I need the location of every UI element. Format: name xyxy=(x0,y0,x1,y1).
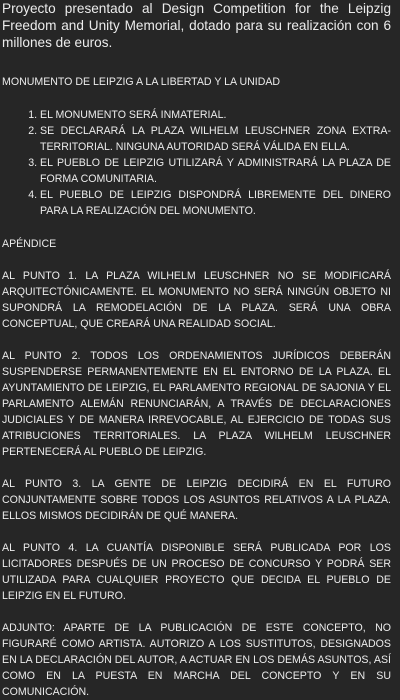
point-item: 3. EL PUEBLO DE LEIPZIG UTILIZARÁ Y ADMINISTRARÁ LA PLAZA DE FORMA COMUNITARIA. xyxy=(40,155,391,187)
document-title: MONUMENTO DE LEIPZIG A LA LIBERTAD Y LA UNIDAD xyxy=(2,76,281,88)
appendix-paragraph: AL PUNTO 2. TODOS LOS ORDENAMIENTOS JURÍDICOS DEBERÁN SUSPENDERSE PERMANENTEMENTE EN EL ENTORNO DE LA PLAZA. EL AYUNTAMIENTO DE LEIPZIG, EL PARLAMENTO REGIONAL DE SAJONIA Y EL PARLAMENTO ALEMÁN RENUNCIARÁN, A TRAVÉS DE DECLARACIONES JUDICIALES Y DE MANERA IRREVOCABLE, AL EJERCICIO DE TODAS SUS ATRIBUCIONES TERRITORIALES. LA PLAZA WILHELM LEUSCHNER PERTENECERÁ AL PUEBLO DE LEIPZIG. xyxy=(2,350,391,458)
appendix-title: APÉNDICE xyxy=(2,238,57,250)
points-list xyxy=(2,107,391,219)
intro-paragraph: Proyecto presentado al Design Competition for the Leipzig Freedom and Unity Memorial, dotado para su realización con 6 millones de euros. xyxy=(2,1,391,50)
point-item: 2. SE DECLARARÁ LA PLAZA WILHELM LEUSCHNER ZONA EXTRA-TERRITORIAL. NINGUNA AUTORIDAD SERÁ VÁLIDA EN ELLA. xyxy=(40,123,391,155)
point-item: 4. EL PUEBLO DE LEIPZIG DISPONDRÁ LIBREMENTE DEL DINERO PARA LA REALIZACIÓN DEL MONUMENTO. xyxy=(40,187,391,219)
appendix-paragraph: ADJUNTO: APARTE DE LA PUBLICACIÓN DE ESTE CONCEPTO, NO FIGURARÉ COMO ARTISTA. AUTORIZO A LOS SUSTITUTOS, DESIGNADOS EN LA DECLARACIÓN DEL AUTOR, A ACTUAR EN LOS DEMÁS ASUNTOS, ASÍ COMO EN LA PUESTA EN MARCHA DEL CONCEPTO Y EN SU COMUNICACIÓN. xyxy=(2,622,391,698)
point-item: 1. EL MONUMENTO SERÁ INMATERIAL. xyxy=(40,107,391,123)
appendix-paragraph: AL PUNTO 4. LA CUANTÍA DISPONIBLE SERÁ PUBLICADA POR LOS LICITADORES DESPUÉS DE UN PROCESO DE CONCURSO Y PODRÁ SER UTILIZADA PARA CUALQUIER PROYECTO QUE DECIDA EL PUEBLO DE LEIPZIG EN EL FUTURO. xyxy=(2,542,391,602)
appendix-paragraph: AL PUNTO 3. LA GENTE DE LEIPZIG DECIDIRÁ EN EL FUTURO CONJUNTAMENTE SOBRE TODOS LOS ASUNTOS RELATIVOS A LA PLAZA. ELLOS MISMOS DECIDIRÁN DE QUÉ MANERA. xyxy=(2,478,391,522)
appendix-paragraph: AL PUNTO 1. LA PLAZA WILHELM LEUSCHNER NO SE MODIFICARÁ ARQUITECTÓNICAMENTE. EL MONUMENTO NO SERÁ NINGÚN OBJETO NI SUPONDRÁ LA REMODELACIÓN DE LA PLAZA. SERÁ UNA OBRA CONCEPTUAL, QUE CREARÁ UNA REALIDAD SOCIAL. xyxy=(2,270,391,330)
